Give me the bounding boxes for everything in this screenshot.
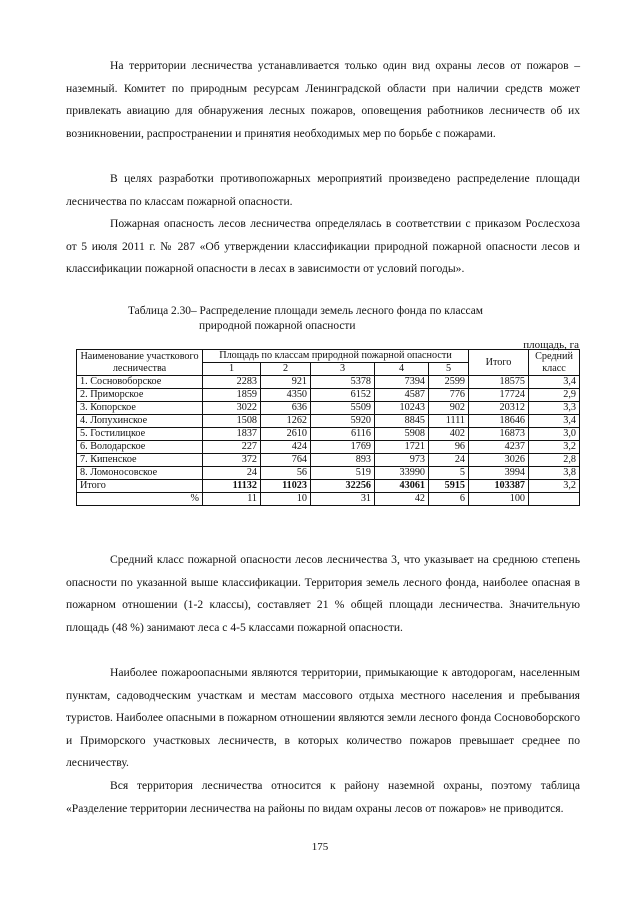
cell-name: 2. Приморское bbox=[77, 389, 203, 402]
table-caption-line1: Таблица 2.30– Распределение площади земель лесного фонда по классам bbox=[128, 305, 484, 317]
table-caption-line2: природной пожарной опасности bbox=[199, 319, 356, 332]
cell-name: 5. Гостилицкое bbox=[77, 428, 203, 441]
table-row bbox=[77, 402, 580, 415]
cell-class-1: 1508 bbox=[203, 415, 261, 428]
cell-class-2: 764 bbox=[261, 454, 311, 467]
cell-class-2: 4350 bbox=[261, 389, 311, 402]
cell-class-4: 10243 bbox=[375, 402, 429, 415]
paragraph-hazard-areas: Наиболее пожароопасными являются территории, примыкающие к автодорогам, населенным пунктам, садоводческим участкам и местам массового отдыха местного населения и пребывания туристов. Наиболее опасными в пожарном отношении являются земли лесного фонда Сосновоборского и Приморского участковых лесничеств, в которых количество пожаров превышает среднее по лесничеству. bbox=[66, 666, 580, 770]
cell-avg-class: 3,4 bbox=[529, 415, 580, 428]
cell-class-3: 6116 bbox=[311, 428, 375, 441]
cell-class-3: 5509 bbox=[311, 402, 375, 415]
cell-class-2: 921 bbox=[261, 376, 311, 389]
cell-class-4: 973 bbox=[375, 454, 429, 467]
cell-class-2: 636 bbox=[261, 402, 311, 415]
cell-class-3: 6152 bbox=[311, 389, 375, 402]
cell-class-5: 1111 bbox=[429, 415, 469, 428]
cell-name: 6. Володарское bbox=[77, 441, 203, 454]
header-class-2: 2 bbox=[261, 363, 311, 376]
cell-class-2: 2610 bbox=[261, 428, 311, 441]
table-row bbox=[77, 467, 580, 480]
cell-class-2: 10 bbox=[261, 493, 311, 506]
cell-total: 17724 bbox=[469, 389, 529, 402]
table-row bbox=[77, 376, 580, 389]
cell-class-3: 32256 bbox=[311, 480, 375, 493]
cell-class-1: 2283 bbox=[203, 376, 261, 389]
cell-class-5: 902 bbox=[429, 402, 469, 415]
cell-name: 7. Кипенское bbox=[77, 454, 203, 467]
table-row bbox=[77, 389, 580, 402]
cell-name: 8. Ломоносовское bbox=[77, 467, 203, 480]
cell-name: Итого bbox=[77, 480, 203, 493]
cell-total: 16873 bbox=[469, 428, 529, 441]
cell-name: 1. Сосновоборское bbox=[77, 376, 203, 389]
table-caption bbox=[128, 304, 568, 333]
header-name: Наименование участкового лесничества bbox=[77, 350, 203, 376]
paragraph-order: Пожарная опасность лесов лесничества определялась в соответствии с приказом Рослесхоза от 5 июля 2011 г. № 287 «Об утверждении классификации природной пожарной опасности лесов и классификации пожарной опасности в лесах в зависимости от условий погоды». bbox=[66, 217, 580, 276]
cell-total: 18646 bbox=[469, 415, 529, 428]
cell-class-1: 227 bbox=[203, 441, 261, 454]
cell-total: 18575 bbox=[469, 376, 529, 389]
cell-class-3: 31 bbox=[311, 493, 375, 506]
cell-class-4: 43061 bbox=[375, 480, 429, 493]
header-avg-class: Средний класс bbox=[529, 350, 580, 376]
paragraph-ground-protection: Вся территория лесничества относится к району наземной охраны, поэтому таблица «Разделение территории лесничества на районы по видам охраны лесов от пожаров» не приводится. bbox=[66, 779, 580, 815]
cell-class-3: 5920 bbox=[311, 415, 375, 428]
cell-name: 3. Копорское bbox=[77, 402, 203, 415]
cell-class-4: 42 bbox=[375, 493, 429, 506]
table-units: площадь, га bbox=[523, 339, 579, 351]
cell-class-3: 893 bbox=[311, 454, 375, 467]
cell-class-5: 5 bbox=[429, 467, 469, 480]
cell-class-5: 776 bbox=[429, 389, 469, 402]
cell-total: 3026 bbox=[469, 454, 529, 467]
header-area-group: Площадь по классам природной пожарной опасности bbox=[203, 350, 469, 363]
cell-class-4: 8845 bbox=[375, 415, 429, 428]
cell-name: 4. Лопухинское bbox=[77, 415, 203, 428]
table-total-row bbox=[77, 480, 580, 493]
cell-class-2: 424 bbox=[261, 441, 311, 454]
cell-class-4: 7394 bbox=[375, 376, 429, 389]
cell-class-1: 1859 bbox=[203, 389, 261, 402]
cell-class-4: 4587 bbox=[375, 389, 429, 402]
cell-class-1: 24 bbox=[203, 467, 261, 480]
paragraph-distribution: В целях разработки противопожарных мероприятий произведено распределение площади лесничества по классам пожарной опасности. bbox=[66, 172, 580, 208]
table-row bbox=[77, 428, 580, 441]
header-total: Итого bbox=[469, 350, 529, 376]
header-class-5: 5 bbox=[429, 363, 469, 376]
cell-avg-class: 3,2 bbox=[529, 441, 580, 454]
cell-avg-class bbox=[529, 493, 580, 506]
cell-total: 20312 bbox=[469, 402, 529, 415]
table-percent-row bbox=[77, 493, 580, 506]
cell-class-2: 56 bbox=[261, 467, 311, 480]
cell-class-4: 5908 bbox=[375, 428, 429, 441]
cell-class-3: 1769 bbox=[311, 441, 375, 454]
paragraph-average-class: Средний класс пожарной опасности лесов лесничества 3, что указывает на среднюю степень опасности по указанной выше классификации. Территория земель лесного фонда, наиболее опасная в пожарном отношении (1-2 классы), составляет 21 % общей площади лесничества. Значительную площадь (48 %) занимают леса с 4-5 классами пожарной опасности. bbox=[66, 553, 580, 634]
cell-class-5: 402 bbox=[429, 428, 469, 441]
cell-class-3: 5378 bbox=[311, 376, 375, 389]
cell-class-2: 1262 bbox=[261, 415, 311, 428]
cell-class-1: 11 bbox=[203, 493, 261, 506]
cell-class-5: 6 bbox=[429, 493, 469, 506]
cell-class-1: 3022 bbox=[203, 402, 261, 415]
cell-class-5: 5915 bbox=[429, 480, 469, 493]
cell-class-1: 11132 bbox=[203, 480, 261, 493]
cell-class-5: 96 bbox=[429, 441, 469, 454]
cell-class-1: 1837 bbox=[203, 428, 261, 441]
cell-total: 100 bbox=[469, 493, 529, 506]
cell-class-2: 11023 bbox=[261, 480, 311, 493]
table-row bbox=[77, 441, 580, 454]
cell-class-5: 2599 bbox=[429, 376, 469, 389]
cell-total: 103387 bbox=[469, 480, 529, 493]
table-row bbox=[77, 454, 580, 467]
page-number: 175 bbox=[311, 841, 329, 853]
cell-avg-class: 2,9 bbox=[529, 389, 580, 402]
cell-class-1: 372 bbox=[203, 454, 261, 467]
fire-class-table bbox=[76, 349, 580, 506]
header-class-4: 4 bbox=[375, 363, 429, 376]
cell-avg-class: 3,8 bbox=[529, 467, 580, 480]
header-class-3: 3 bbox=[311, 363, 375, 376]
table-row bbox=[77, 415, 580, 428]
cell-total: 4237 bbox=[469, 441, 529, 454]
cell-class-4: 1721 bbox=[375, 441, 429, 454]
cell-name: % bbox=[77, 493, 203, 506]
cell-class-4: 33990 bbox=[375, 467, 429, 480]
cell-total: 3994 bbox=[469, 467, 529, 480]
cell-avg-class: 3,4 bbox=[529, 376, 580, 389]
header-class-1: 1 bbox=[203, 363, 261, 376]
cell-class-5: 24 bbox=[429, 454, 469, 467]
cell-avg-class: 3,3 bbox=[529, 402, 580, 415]
cell-avg-class: 3,2 bbox=[529, 480, 580, 493]
cell-avg-class: 3,0 bbox=[529, 428, 580, 441]
paragraph-fire-protection: На территории лесничества устанавливается только один вид охраны лесов от пожаров – наземный. Комитет по природным ресурсам Ленинградской области при наличии средств может привлекать авиацию для обнаружения лесных пожаров, оповещения работников лесничеств об их возникновении, распространении и принятия необходимых мер по борьбе с пожарами. bbox=[66, 59, 580, 140]
cell-avg-class: 2,8 bbox=[529, 454, 580, 467]
cell-class-3: 519 bbox=[311, 467, 375, 480]
